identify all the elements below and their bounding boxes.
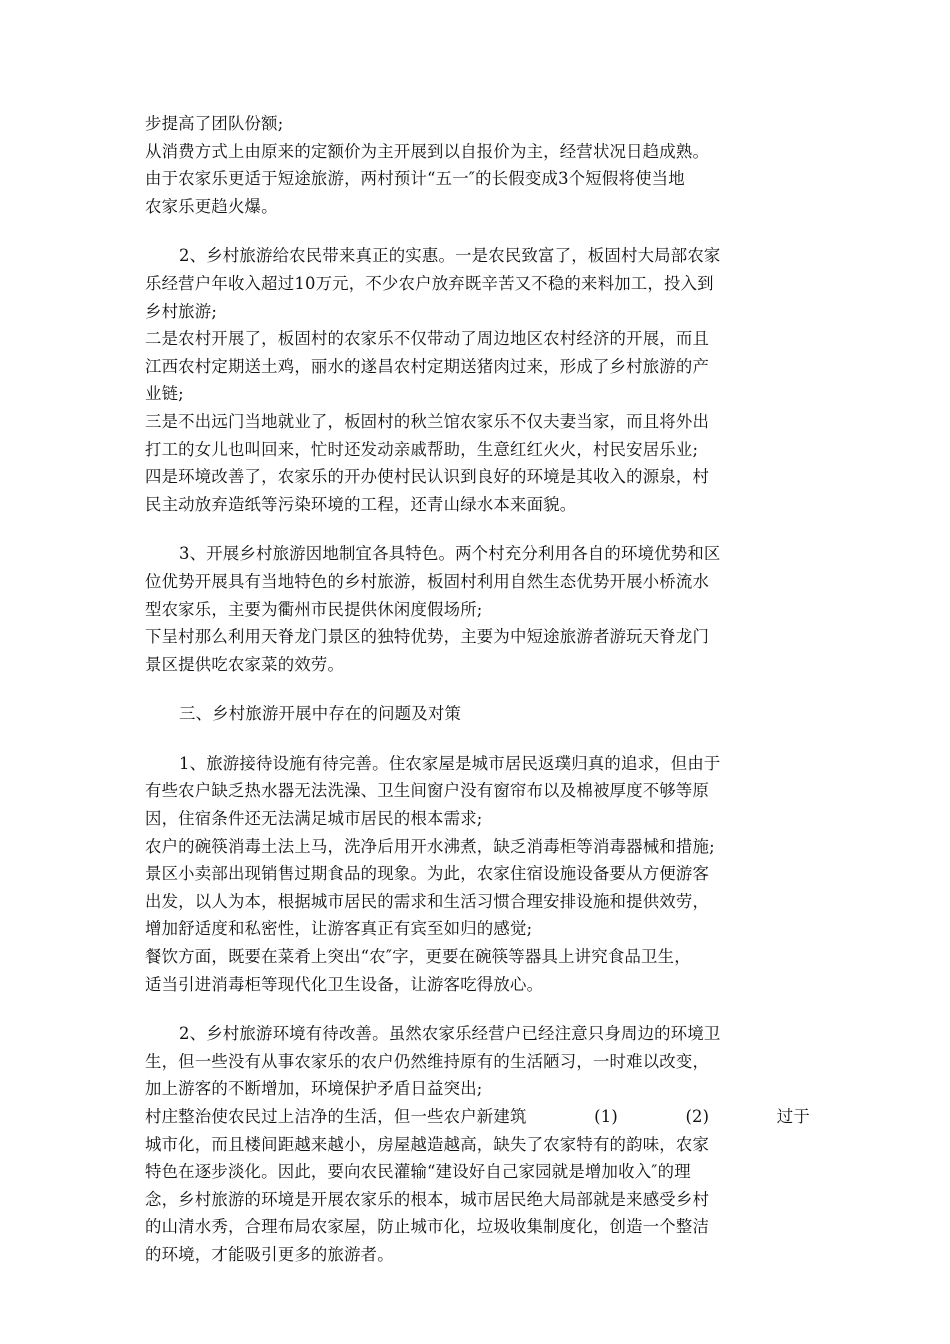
text-line: 特色在逐步淡化。因此，要向农民灌输“建设好自己家园就是增加收入″的理: [145, 1162, 691, 1182]
text-segment: 村庄整治使农民过上洁净的生活，但一些农户新建筑: [145, 1107, 527, 1126]
text-line: 城市化，而且楼间距越来越小，房屋越造越高，缺失了农家特有的韵味，农家: [145, 1134, 710, 1154]
text-line: 的环境，才能吸引更多的旅游者。: [145, 1244, 394, 1264]
text-line: 由于农家乐更适于短途旅游，两村预计“五一″的长假变成3个短假将使当地: [145, 169, 685, 189]
paragraph-consumption: [145, 110, 810, 220]
text-line: 3、开展乡村旅游因地制宜各具特色。两个村充分利用各自的环境优势和区: [179, 544, 721, 564]
section-heading: 三、乡村旅游开展中存在的问题及对策: [179, 704, 462, 724]
text-line: 餐饮方面，既要在菜肴上突出“农″字，更要在碗筷等器具上讲究食品卫生，: [145, 947, 691, 967]
text-line: 业链;: [145, 384, 184, 404]
text-line: 乡村旅游;: [145, 301, 218, 321]
text-line: 念，乡村旅游的环境是开展农家乐的根本，城市居民绝大局部就是来感受乡村: [145, 1189, 710, 1209]
paragraph-benefits: [145, 242, 810, 518]
text-line: 四是环境改善了，农家乐的开办使村民认识到良好的环境是其收入的源泉，村: [145, 467, 710, 487]
text-line: 型农家乐，主要为衢州市民提供休闲度假场所;: [145, 599, 483, 619]
text-line: 农户的碗筷消毒土法上马，洗净后用开水沸煮，缺乏消毒柜等消毒器械和措施;: [145, 836, 715, 856]
paragraph-facilities: [145, 750, 810, 998]
text-line: 2、乡村旅游环境有待改善。虽然农家乐经营户已经注意只身周边的环境卫: [179, 1024, 721, 1044]
marker-1: (1): [594, 1107, 618, 1126]
text-line: 增加舒适度和私密性，让游客真正有宾至如归的感觉;: [145, 919, 533, 939]
text-line: 下呈村那么利用天脊龙门景区的独特优势，主要为中短途旅游者游玩天脊龙门: [145, 627, 710, 647]
text-line: 的山清水秀，合理布局农家屋，防止城市化，垃圾收集制度化，创造一个整洁: [145, 1217, 710, 1237]
text-line: 江西农村定期送土鸡，丽水的遂昌农村定期送猪肉过来，形成了乡村旅游的产: [145, 356, 710, 376]
text-line: 从消费方式上由原来的定额价为主开展到以自报价为主，经营状况日趋成熟。: [145, 141, 710, 161]
text-line: 适当引进消毒柜等现代化卫生设备，让游客吃得放心。: [145, 974, 544, 994]
text-line: 出发，以人为本，根据城市居民的需求和生活习惯合理安排设施和提供效劳，: [145, 891, 710, 911]
text-line: 加上游客的不断增加，环境保护矛盾日益突出;: [145, 1079, 483, 1099]
text-line: 景区提供吃农家菜的效劳。: [145, 654, 345, 674]
text-line: 二是农村开展了，板固村的农家乐不仅带动了周边地区农村经济的开展，而且: [145, 329, 710, 349]
text-line: 景区小卖部出现销售过期食品的现象。为此，农家住宿设施设备要从方便游客: [145, 864, 710, 884]
text-line: 2、乡村旅游给农民带来真正的实惠。一是农民致富了，板固村大局部农家: [179, 246, 721, 266]
marker-2: (2): [685, 1107, 710, 1126]
paragraph-environment: [145, 1020, 810, 1268]
text-line: 农家乐更趋火爆。: [145, 196, 278, 216]
paragraph-local-features: [145, 540, 810, 678]
text-line: 有些农户缺乏热水器无法洗澡、卫生间窗户没有窗帘布以及棉被厚度不够等原: [145, 781, 710, 801]
text-line: 步提高了团队份额;: [145, 114, 284, 133]
document-body: [145, 110, 810, 1269]
text-line: 民主动放弃造纸等污染环境的工程，还青山绿水本来面貌。: [145, 494, 577, 514]
text-line: 乐经营户年收入超过10万元，不少农户放弃既辛苦又不稳的来料加工，投入到: [145, 273, 714, 293]
text-line: 因，住宿条件还无法满足城市居民的根本需求;: [145, 809, 483, 829]
text-segment: 过于: [776, 1107, 810, 1126]
text-line: 打工的女儿也叫回来，忙时还发动亲戚帮助，生意红红火火，村民安居乐业;: [145, 439, 699, 459]
text-line: 生，但一些没有从事农家乐的农户仍然维持原有的生活陋习，一时难以改变，: [145, 1051, 710, 1071]
text-line-with-markers: [145, 1103, 810, 1131]
text-line: 1、旅游接待设施有待完善。住农家屋是城市居民返璞归真的追求，但由于: [179, 753, 721, 773]
text-line: 三是不出远门当地就业了，板固村的秋兰馆农家乐不仅夫妻当家，而且将外出: [145, 411, 710, 431]
text-line: 位优势开展具有当地特色的乡村旅游，板固村利用自然生态优势开展小桥流水: [145, 571, 710, 591]
